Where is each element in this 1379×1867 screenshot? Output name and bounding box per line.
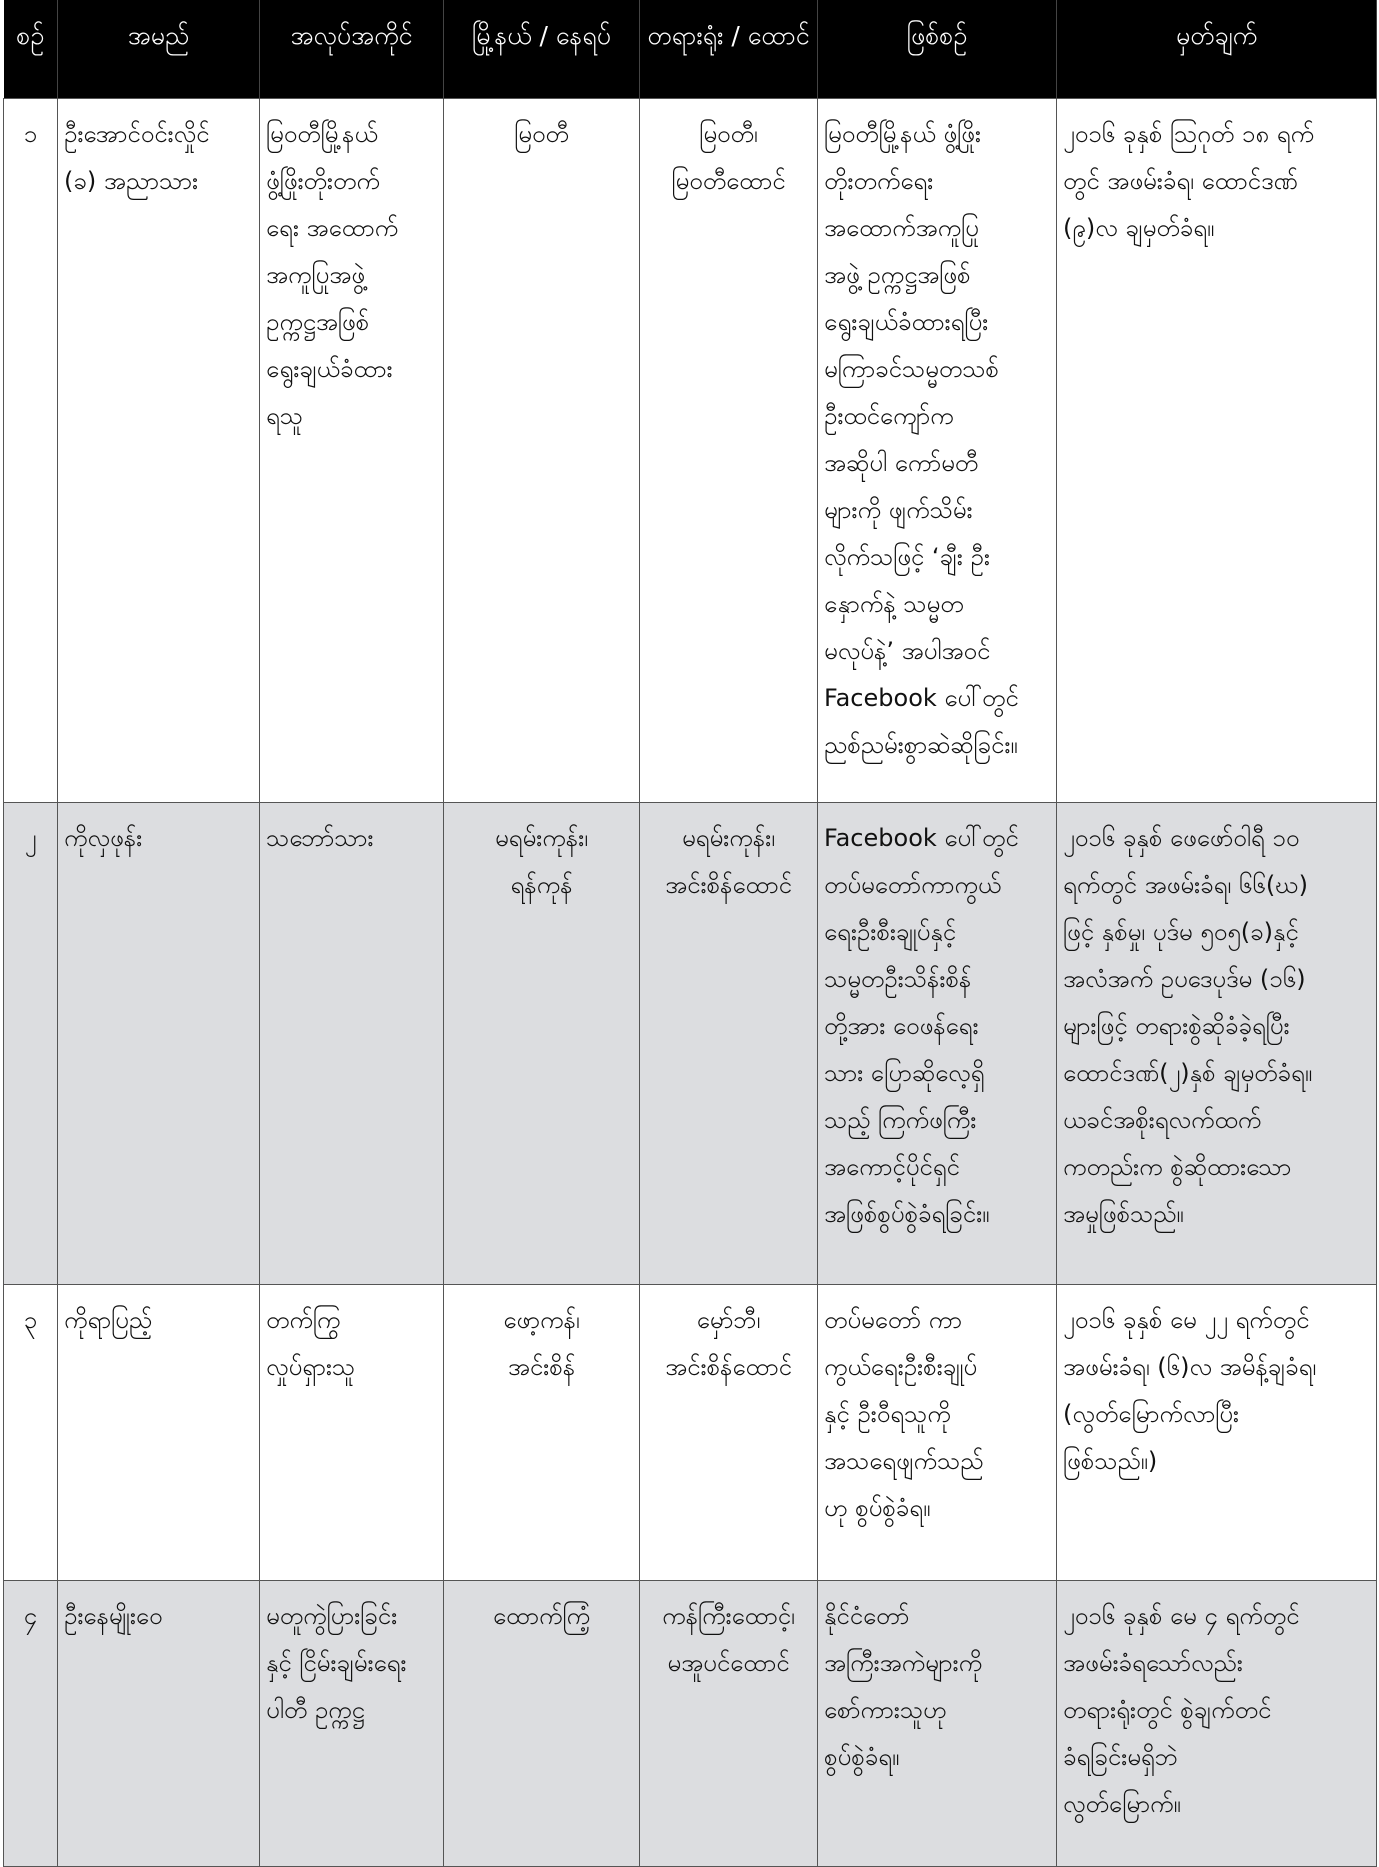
cell-line: စွပ်စွဲခံရ။ <box>824 1742 900 1771</box>
cell-line: အဖြစ်စွပ်စွဲခံရခြင်း။ <box>824 1199 990 1228</box>
cell-name <box>58 802 260 1284</box>
cell-line: မအူပင်ထောင် <box>667 1648 790 1677</box>
cell-line: ၂၀၁၆ ခုနှစ် မေ ၄ ရက်တွင် <box>1063 1601 1300 1630</box>
table-row <box>4 802 1377 1284</box>
cell-line: တို့အား ဝေဖန်ရေး <box>824 1011 979 1040</box>
cell-township <box>444 802 640 1284</box>
cell-remark <box>1057 98 1377 802</box>
cell-court <box>640 802 818 1284</box>
cell-line: ကွယ်ရေးဦးစီးချုပ် <box>824 1352 978 1381</box>
cell-line: မြဝတီ၊ <box>699 119 758 148</box>
cell-line: ထောင်ဒဏ်(၂)နှစ် ချမှတ်ခံရ။ <box>1063 1058 1313 1087</box>
cell-name <box>58 1284 260 1580</box>
cell-line: ဖြစ်သည်။) <box>1063 1446 1158 1475</box>
cell-line: များကို ဖျက်သိမ်း <box>824 495 973 524</box>
cell-remark <box>1057 1284 1377 1580</box>
cell-no: ၃ <box>4 1284 58 1580</box>
cell-court <box>640 1580 818 1866</box>
cell-line: ရွေးချယ်ခံထားရပြီး <box>824 307 989 336</box>
cell-line: ဦးနေမျိုးဝေ <box>64 1601 163 1630</box>
cell-no: ၄ <box>4 1580 58 1866</box>
cell-line: အကူပြုအဖွဲ့ <box>266 260 365 289</box>
cell-line: တပ်မတော် ကာ <box>824 1305 963 1334</box>
cell-line: နှောက်နဲ့ သမ္မတ <box>824 589 964 618</box>
cell-line: ခံရခြင်းမရှိဘဲ <box>1063 1742 1178 1771</box>
cell-line: ဦးထင်ကျော်က <box>824 401 954 430</box>
cell-line: မြဝတီမြို့နယ် ဖွံ့ဖြိုး <box>824 119 981 148</box>
cell-line: မြဝတီ <box>514 119 569 148</box>
cell-occupation <box>260 98 444 802</box>
cell-line: ဖော့ကန်၊ <box>503 1305 580 1334</box>
cell-line: ညစ်ညမ်းစွာဆဲဆိုခြင်း။ <box>824 730 1018 759</box>
cell-line: နှင့် ငြိမ်းချမ်းရေး <box>266 1648 407 1677</box>
cell-line: ၂၀၁၆ ခုနှစ် ဩဂုတ် ၁၈ ရက် <box>1063 119 1314 148</box>
cell-line: မှော်ဘီ၊ <box>696 1305 761 1334</box>
cell-line: ဟု စွပ်စွဲခံရ။ <box>824 1493 931 1522</box>
cell-line: ၂၀၁၆ ခုနှစ် မေ ၂၂ ရက်တွင် <box>1063 1305 1310 1334</box>
cell-court <box>640 98 818 802</box>
cell-incident <box>818 802 1057 1284</box>
cell-line: အင်းစိန်ထောင် <box>665 1352 792 1381</box>
cell-line: မြဝတီမြို့နယ် <box>266 119 378 148</box>
cell-line: လိုက်သဖြင့် ‘ချီး ဦး <box>824 542 990 571</box>
cell-line: တိုးတက်ရေး <box>824 166 934 195</box>
cell-line: ဖြင့် နှစ်မှု၊ ပုဒ်မ ၅၀၅(ခ)နှင့် <box>1063 917 1299 946</box>
cell-remark <box>1057 1580 1377 1866</box>
cell-line: အသရေဖျက်သည် <box>824 1446 984 1475</box>
cell-township <box>444 1580 640 1866</box>
cell-line: ရွေးချယ်ခံထား <box>266 354 393 383</box>
cell-line: သား ပြောဆိုလေ့ရှိ <box>824 1058 985 1087</box>
header-incident: ဖြစ်စဉ် <box>818 0 1057 98</box>
cell-line: သည့် ကြက်ဖကြီး <box>824 1105 977 1134</box>
header-court: တရားရုံး / ထောင် <box>640 0 818 98</box>
cell-no: ၁ <box>4 98 58 802</box>
cell-line: ဖွံ့ဖြိုးတိုးတက် <box>266 166 380 195</box>
cell-line: အကြီးအကဲများကို <box>824 1648 983 1677</box>
cell-line: ကိုရာပြည့် <box>64 1305 153 1334</box>
cell-line: Facebook ပေါ်တွင် <box>824 683 1019 712</box>
cell-line: များဖြင့် တရားစွဲဆိုခံခဲ့ရပြီး <box>1063 1011 1290 1040</box>
cell-court <box>640 1284 818 1580</box>
cell-incident <box>818 1580 1057 1866</box>
cell-line: ရေး အထောက် <box>266 213 399 242</box>
cell-line: အကောင့်ပိုင်ရှင် <box>824 1152 960 1181</box>
cell-line: Facebook ပေါ်တွင် <box>824 823 1019 852</box>
cell-line: မရမ်းကုန်း၊ <box>681 823 776 852</box>
cell-no: ၂ <box>4 802 58 1284</box>
header-township: မြို့နယ် / နေရပ် <box>444 0 640 98</box>
header-no: စဉ် <box>4 0 58 98</box>
cell-line: အလံအက် ဥပဒေပုဒ်မ (၁၆) <box>1063 964 1306 993</box>
cell-line: မရမ်းကုန်း၊ <box>494 823 589 852</box>
cell-line: ရန်ကုန် <box>510 870 573 899</box>
cell-line: အဖမ်းခံရသော်လည်း <box>1063 1648 1243 1677</box>
cell-line: တွင် အဖမ်းခံရ၊ ထောင်ဒဏ် <box>1063 166 1298 195</box>
cell-line: နှင့် ဦးဝီရသူကို <box>824 1399 951 1428</box>
cell-line: ဥက္ကဋ္ဌအဖြစ် <box>266 307 370 336</box>
cell-line: မကြာခင်သမ္မတသစ် <box>824 354 999 383</box>
cell-occupation <box>260 1580 444 1866</box>
cell-line: အင်းစိန် <box>507 1352 576 1381</box>
cell-line: နိုင်ငံတော် <box>824 1601 910 1630</box>
cell-line: မြဝတီထောင် <box>671 166 786 195</box>
cell-remark <box>1057 802 1377 1284</box>
header-row <box>4 0 1377 98</box>
cell-line: အဖွဲ့ ဥက္ကဋ္ဌအဖြစ် <box>824 260 971 289</box>
header-name: အမည် <box>58 0 260 98</box>
cell-incident <box>818 1284 1057 1580</box>
cell-line: ထောက်ကြံ့ <box>492 1601 591 1630</box>
cell-line: အထောက်အကူပြု <box>824 213 979 242</box>
cell-line: (၉)လ ချမှတ်ခံရ။ <box>1063 213 1215 242</box>
cell-name <box>58 1580 260 1866</box>
cell-township <box>444 98 640 802</box>
header-occupation: အလုပ်အကိုင် <box>260 0 444 98</box>
cell-line: တက်ကြွ <box>266 1305 341 1334</box>
cell-line: ပါတီ ဥက္ကဋ္ဌ <box>266 1695 365 1724</box>
cell-line: ၂၀၁၆ ခုနှစ် ဖေဖော်ဝါရီ ၁၀ <box>1063 823 1300 852</box>
cell-line: အင်းစိန်ထောင် <box>665 870 792 899</box>
cell-occupation <box>260 802 444 1284</box>
cell-line: မတူကွဲပြားခြင်း <box>266 1601 398 1630</box>
cell-name <box>58 98 260 802</box>
political-prisoners-table <box>3 0 1377 1867</box>
cell-line: (လွတ်မြောက်လာပြီး <box>1063 1399 1240 1428</box>
table-row <box>4 98 1377 802</box>
cell-township <box>444 1284 640 1580</box>
cell-line: လွတ်မြောက်။ <box>1063 1789 1181 1818</box>
cell-line: ကန်ကြီးထောင့်၊ <box>662 1601 795 1630</box>
cell-line: တပ်မတော်ကာကွယ် <box>824 870 1002 899</box>
cell-line: အမှုဖြစ်သည်။ <box>1063 1199 1184 1228</box>
cell-line: ရက်တွင် အဖမ်းခံရ၊ ၆၆(ဃ) <box>1063 870 1308 899</box>
cell-occupation <box>260 1284 444 1580</box>
cell-line: စော်ကားသူဟု <box>824 1695 947 1724</box>
cell-line: အဆိုပါ ကော်မတီ <box>824 448 979 477</box>
cell-line: အဖမ်းခံရ၊ (၆)လ အမိန့်ချခံရ၊ <box>1063 1352 1317 1381</box>
table-row <box>4 1580 1377 1866</box>
cell-line: သဘော်သား <box>266 823 374 852</box>
cell-incident <box>818 98 1057 802</box>
cell-line: သမ္မတဦးသိန်းစိန် <box>824 964 972 993</box>
header-remark: မှတ်ချက် <box>1057 0 1377 98</box>
cell-line: ယခင်အစိုးရလက်ထက် <box>1063 1105 1262 1134</box>
cell-line: ကတည်းက စွဲဆိုထားသော <box>1063 1152 1292 1181</box>
cell-line: လှုပ်ရှားသူ <box>266 1352 356 1381</box>
cell-line: ရေးဦးစီးချုပ်နှင့် <box>824 917 957 946</box>
cell-line: မလုပ်နဲ့’ အပါအဝင် <box>824 636 991 665</box>
cell-line: ဦးအောင်ဝင်းလှိုင် <box>64 119 210 148</box>
table-row <box>4 1284 1377 1580</box>
cell-line: ကိုလှဖုန်း <box>64 823 143 852</box>
cell-line: ရသူ <box>266 401 303 430</box>
cell-line: တရားရုံးတွင် စွဲချက်တင် <box>1063 1695 1272 1724</box>
cell-line: (ခ) အညာသား <box>64 166 199 195</box>
